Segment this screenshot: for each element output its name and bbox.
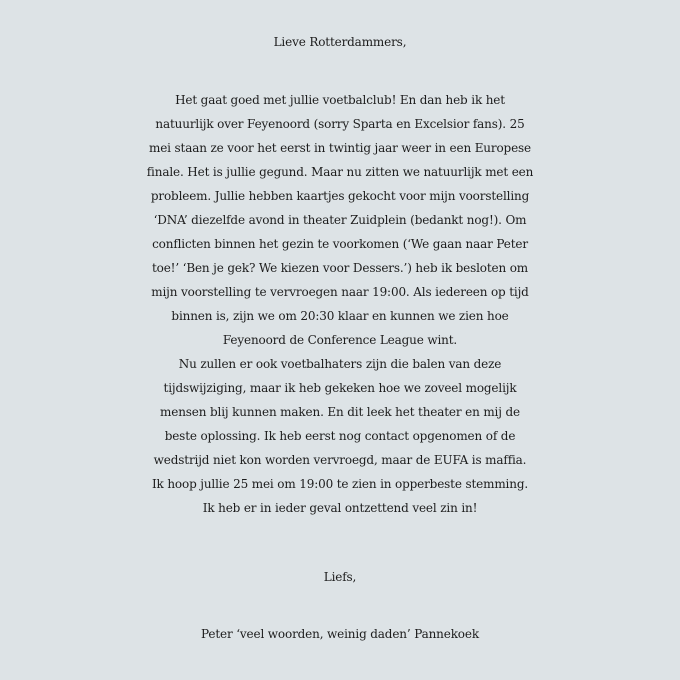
- body-line: ‘DNA’ diezelfde avond in theater Zuidplein (bedankt nog!). Om: [153, 213, 527, 227]
- body-line: Feyenoord de Conference League wint.: [222, 333, 458, 347]
- body-line: Ik heb er in ieder geval ontzettend veel zin in!: [202, 501, 478, 515]
- body-line: conflicten binnen het gezin te voorkomen (‘We gaan naar Peter: [152, 237, 528, 251]
- body-line: finale. Het is jullie gegund. Maar nu zitten we natuurlijk met een: [146, 165, 534, 179]
- body-line: binnen is, zijn we om 20:30 klaar en kunnen we zien hoe: [171, 309, 509, 323]
- body-line: tijdswijziging, maar ik heb gekeken hoe we zoveel mogelijk: [163, 381, 517, 395]
- body-line: mijn voorstelling te vervroegen naar 19:00. Als iedereen op tijd: [151, 285, 529, 299]
- body-line: mensen blij kunnen maken. En dit leek het theater en mij de: [160, 405, 520, 419]
- body-line: probleem. Jullie hebben kaartjes gekocht voor mijn voorstelling: [150, 189, 530, 203]
- signature: Peter ‘veel woorden, weinig daden’ Pannekoek: [201, 627, 479, 641]
- body-line: beste oplossing. Ik heb eerst nog contact opgenomen of de: [164, 429, 516, 443]
- body-line: toe!’ ‘Ben je gek? We kiezen voor Dessers.’) heb ik besloten om: [151, 261, 529, 275]
- body-line: mei staan ze voor het eerst in twintig jaar weer in een Europese: [148, 141, 531, 155]
- closing: Liefs,: [323, 570, 357, 584]
- salutation: Lieve Rotterdammers,: [273, 35, 407, 49]
- body-line: Ik hoop jullie 25 mei om 19:00 te zien in opperbeste stemming.: [151, 477, 529, 491]
- body-line: natuurlijk over Feyenoord (sorry Sparta en Excelsior fans). 25: [155, 117, 525, 131]
- body-line: Nu zullen er ook voetbalhaters zijn die balen van deze: [178, 357, 502, 371]
- body-line: wedstrijd niet kon worden vervroegd, maar de EUFA is maffia.: [153, 453, 527, 467]
- body-line: Het gaat goed met jullie voetbalclub! En dan heb ik het: [175, 93, 505, 107]
